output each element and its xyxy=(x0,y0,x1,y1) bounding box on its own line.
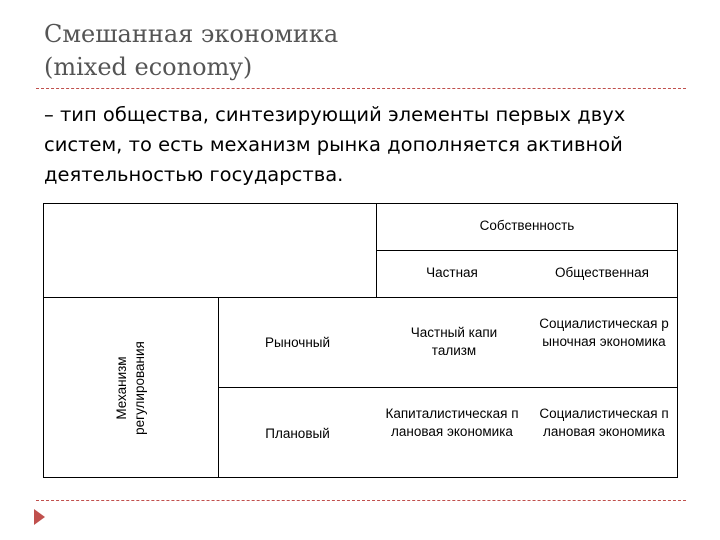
regulation-label-line-2: регулирования xyxy=(131,340,147,435)
cell-market-public: Социалистическая рыночная экономика xyxy=(539,316,669,349)
regulation-label-cell xyxy=(43,297,218,478)
row-label-planned: Плановый xyxy=(265,426,330,441)
private-ownership-header: Частная xyxy=(426,265,478,280)
regulation-label xyxy=(113,308,149,468)
slide-title xyxy=(44,18,338,84)
cell-planned-private: Капиталистическая плановая экономика xyxy=(385,406,519,439)
table-border-top xyxy=(43,203,678,204)
economy-table xyxy=(43,203,678,478)
play-arrow-icon[interactable] xyxy=(34,509,45,525)
title-divider xyxy=(36,88,686,89)
row-label-market: Рыночный xyxy=(264,335,331,350)
cell-planned-public: Социалистическая плановая экономика xyxy=(539,406,669,439)
slide-title-line-1: Смешанная экономика xyxy=(44,20,339,48)
public-ownership-header: Общественная xyxy=(555,265,649,280)
slide-title-line-2: (mixed economy) xyxy=(44,53,253,81)
footer-divider xyxy=(36,500,686,501)
divider-rows-horizontal xyxy=(218,387,678,388)
ownership-header: Собственность xyxy=(479,218,575,233)
regulation-label-line-1: Механизм xyxy=(113,355,129,420)
table-border-right xyxy=(677,203,678,478)
divider-ownership-horizontal xyxy=(376,250,678,251)
definition-text: – тип общества, синтезирующий элементы первых двух систем, то есть механизм рынка дополняется активной деятельностью государства. xyxy=(44,103,626,186)
cell-market-private: Частный капитализм xyxy=(410,325,498,358)
